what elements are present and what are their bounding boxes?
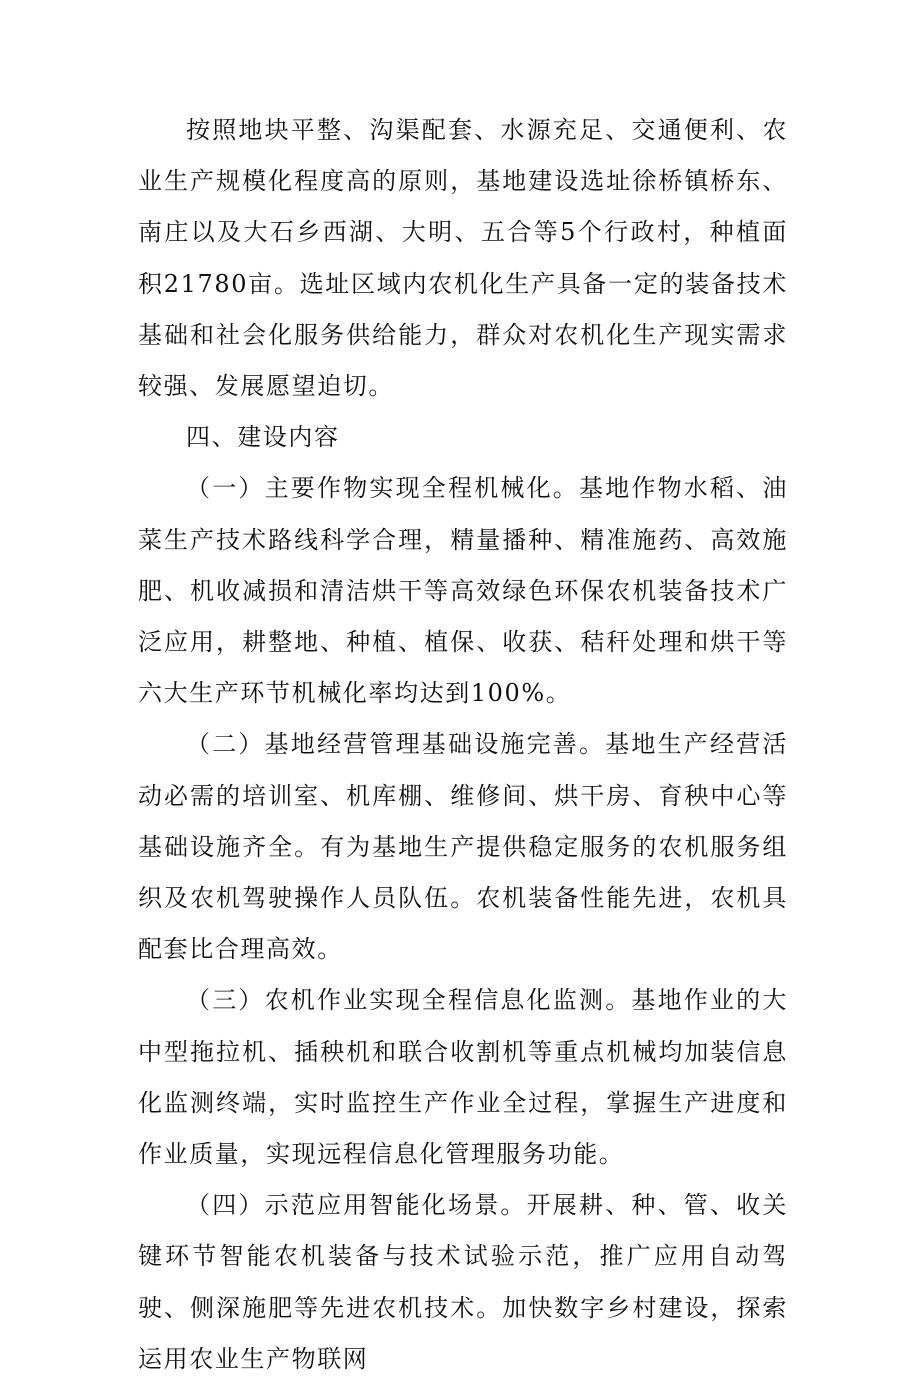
- paragraph-information-monitoring: （三）农机作业实现全程信息化监测。基地作业的大中型拖拉机、插秧机和联合收割机等重点机械均加装信息化监测终端，实时监控生产作业全过程，掌握生产进度和作业质量，实现远程信息化管理服务功能。: [138, 986, 788, 1169]
- document-body: [138, 105, 788, 1385]
- paragraph-full-mechanization: （一）主要作物实现全程机械化。基地作物水稻、油菜生产技术路线科学合理，精量播种、精准施药、高效施肥、机收减损和清洁烘干等高效绿色环保农机装备技术广泛应用，耕整地、种植、植保、收获、秸秆处理和烘干等六大生产环节机械化率均达到100%。: [138, 474, 788, 708]
- paragraph-site-selection: 按照地块平整、沟渠配套、水源充足、交通便利、农业生产规模化程度高的原则，基地建设选址徐桥镇桥东、南庄以及大石乡西湖、大明、五合等5个行政村，种植面积21780亩。选址区域内农机化生产具备一定的装备技术基础和社会化服务供给能力，群众对农机化生产现实需求较强、发展愿望迫切。: [138, 116, 788, 401]
- section-heading-construction-content: 四、建设内容: [186, 423, 340, 452]
- paragraph-smart-scenarios: （四）示范应用智能化场景。开展耕、种、管、收关键环节智能农机装备与技术试验示范，推广应用自动驾驶、侧深施肥等先进农机技术。加快数字乡村建设，探索运用农业生产物联网: [138, 1191, 788, 1373]
- paragraph-infrastructure: （二）基地经营管理基础设施完善。基地生产经营活动必需的培训室、机库棚、维修间、烘干房、育秧中心等基础设施齐全。有为基地生产提供稳定服务的农机服务组织及农机驾驶操作人员队伍。农机装备性能先进，农机具配套比合理高效。: [138, 730, 788, 964]
